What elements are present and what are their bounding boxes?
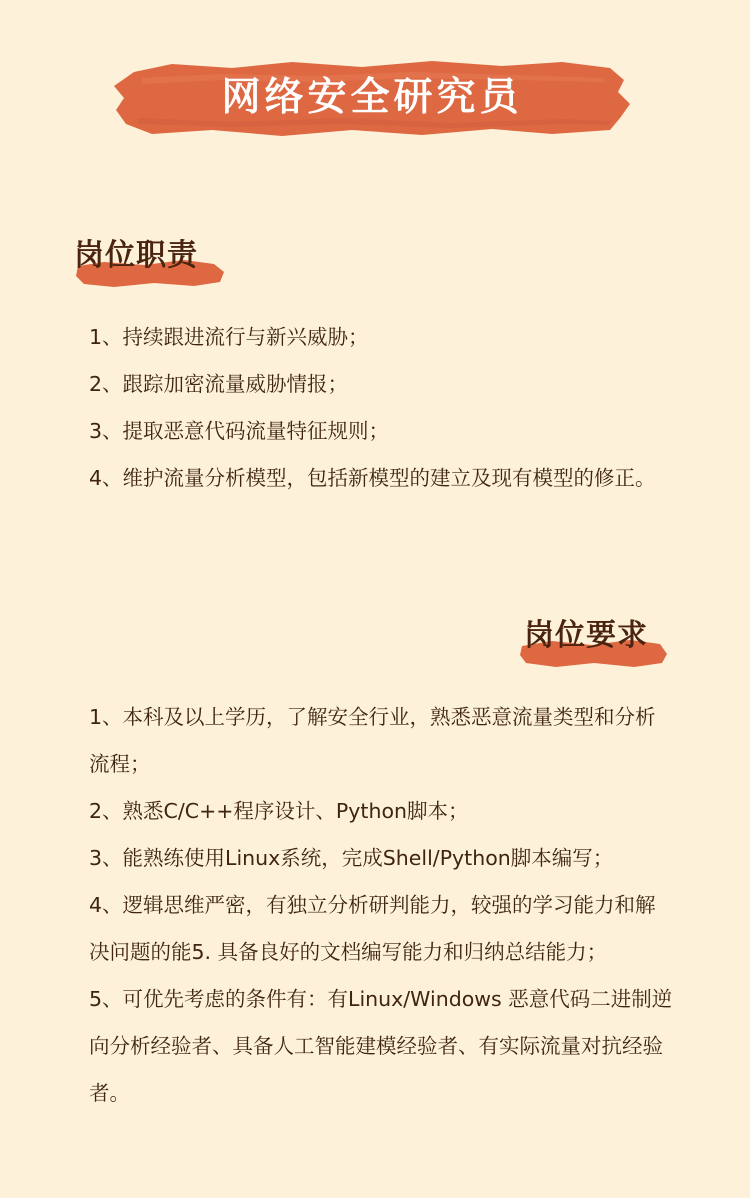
list-item: 4、维护流量分析模型，包括新模型的建立及现有模型的修正。 [89,466,656,490]
requirements-heading-text: 岗位要求 [524,618,648,653]
list-item: 3、能熟练使用Linux系统，完成Shell/Python脚本编写； [89,846,614,870]
list-item: 5、可优先考虑的条件有：有Linux/Windows 恶意代码二进制逆向分析经验者、具备人工智能建模经验者、有实际流量对抗经验者。 [89,987,673,1105]
duties-heading-text: 岗位职责 [74,238,198,273]
list-item: 1、持续跟进流行与新兴威胁； [89,325,369,349]
list-item: 3、提取恶意代码流量特征规则； [89,419,390,443]
list-item: 4、逻辑思维严密，有独立分析研判能力，较强的学习能力和解决问题的能5. 具备良好的文档编写能力和归纳总结能力； [89,893,656,964]
page-title: 网络安全研究员 [221,75,523,120]
list-item: 1、本科及以上学历，了解安全行业，熟悉恶意流量类型和分析流程； [89,705,656,776]
title-banner [112,58,632,138]
duties-heading [74,230,226,290]
duties-list [89,314,674,502]
list-item: 2、熟悉C/C++程序设计、Python脚本； [89,799,469,823]
requirements-list [89,694,674,1117]
requirements-heading [518,610,668,670]
list-item: 2、跟踪加密流量威胁情报； [89,372,349,396]
